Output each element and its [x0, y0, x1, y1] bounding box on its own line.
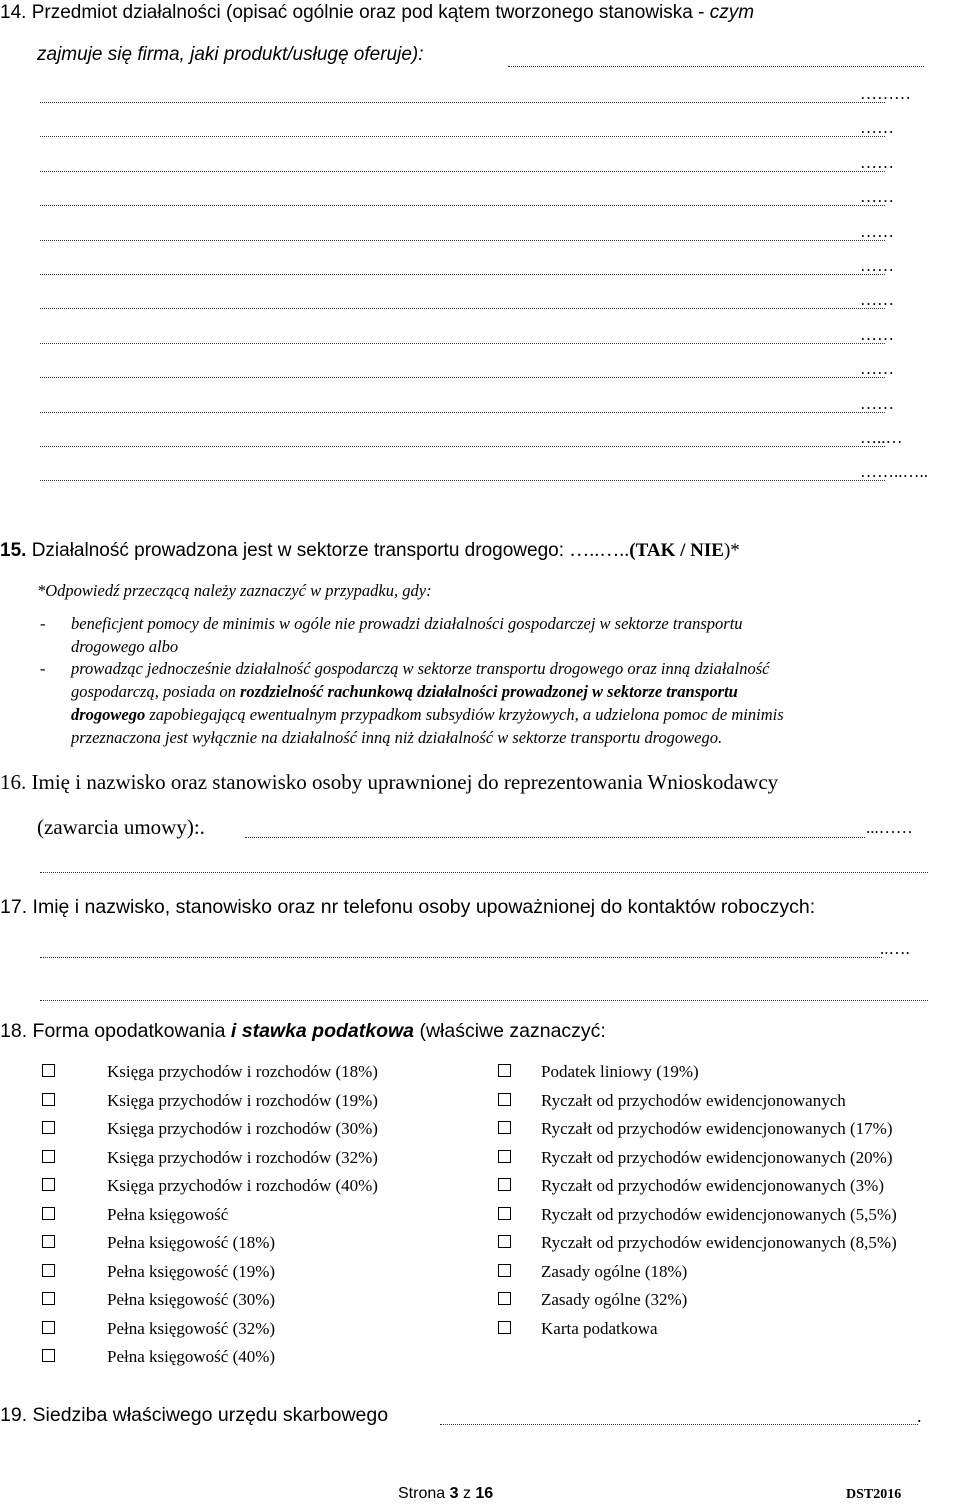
- doc-code: DST2016: [846, 1487, 902, 1502]
- fill-line-end: ……: [860, 256, 894, 275]
- fill-line[interactable]: [40, 343, 885, 344]
- fill-line[interactable]: [40, 136, 885, 137]
- fill-line[interactable]: [40, 480, 885, 481]
- section-15-heading: [0, 539, 740, 562]
- fill-line[interactable]: [40, 240, 885, 241]
- section-14-text: Przedmiot działalności (opisać ogólnie oraz pod kątem tworzonego stanowiska -: [26, 2, 710, 23]
- bullet-2-line3: [71, 704, 784, 727]
- fill-line[interactable]: [40, 412, 885, 413]
- option-label: Księga przychodów i rozchodów (30%): [107, 1119, 378, 1138]
- section-17-text: Imię i nazwisko, stanowisko oraz nr telefonu osoby upoważnionej do kontaktów roboczych:: [27, 896, 816, 918]
- checkbox[interactable]: [498, 1121, 511, 1134]
- checkbox[interactable]: [42, 1178, 55, 1191]
- section-14-heading: [0, 2, 754, 24]
- section-15-text: Działalność prowadzona jest w sektorze transportu drogowego:: [26, 540, 570, 561]
- option-label: Zasady ogólne (18%): [541, 1262, 688, 1281]
- option-label: Pełna księgowość (30%): [107, 1290, 276, 1309]
- option-label: Księga przychodów i rozchodów (19%): [107, 1091, 378, 1110]
- page-sep: z: [458, 1485, 476, 1502]
- fill-line-end: ……: [860, 290, 894, 309]
- section-number: 17.: [0, 896, 28, 918]
- section-14-italic: czym: [709, 2, 755, 23]
- option-label: Karta podatkowa: [541, 1319, 658, 1338]
- checkbox[interactable]: [42, 1349, 55, 1362]
- fill-line-end: ………: [860, 84, 911, 103]
- fill-line-end: ……: [860, 222, 894, 241]
- bullet-2-line2-bold: rozdzielność rachunkową działalności prowadzonej w sektorze transportu: [239, 682, 738, 701]
- bullet-2-line1: prowadząc jednocześnie działalność gospodarczą w sektorze transportu drogowego oraz inną działalność: [71, 659, 770, 678]
- option-label: Księga przychodów i rozchodów (40%): [107, 1176, 378, 1195]
- section-18-text-end: (właściwe zaznaczyć:: [414, 1020, 606, 1042]
- fill-line[interactable]: [40, 308, 885, 309]
- section-19-text: Siedziba właściwego urzędu skarbowego: [27, 1404, 389, 1426]
- page-current: 3: [449, 1485, 459, 1502]
- fill-line[interactable]: [40, 274, 885, 275]
- fill-line[interactable]: [508, 66, 924, 67]
- checkbox[interactable]: [498, 1264, 511, 1277]
- fill-line-end: ……: [860, 325, 894, 344]
- option-label: Pełna księgowość (18%): [107, 1233, 276, 1252]
- section-18-italic: i stawka podatkowa: [230, 1020, 415, 1042]
- fill-line-end: ……: [860, 394, 894, 413]
- option-label: Podatek liniowy (19%): [541, 1062, 699, 1081]
- option-label: Ryczałt od przychodów ewidencjonowanych (5,5%): [541, 1205, 897, 1224]
- option-label: Zasady ogólne (32%): [541, 1290, 688, 1309]
- fill-line-end: …..…: [860, 428, 903, 447]
- checkbox[interactable]: [42, 1235, 55, 1248]
- bullet-1-line2: drogowego albo: [71, 637, 179, 656]
- section-number: 15.: [0, 540, 27, 561]
- fill-line-end: .: [917, 1406, 922, 1426]
- section-18-text: Forma opodatkowania: [27, 1020, 231, 1042]
- section-15-dots[interactable]: …..…..: [569, 539, 630, 561]
- fill-line-end: ...……: [866, 818, 913, 837]
- bullet-2-line4: przeznaczona jest wyłącznie na działalność inną niż działalność w sektorze transportu drogowego.: [71, 728, 723, 747]
- option-label: Pełna księgowość (19%): [107, 1262, 276, 1281]
- section-number: 18.: [0, 1020, 28, 1042]
- checkbox[interactable]: [42, 1264, 55, 1277]
- checkbox[interactable]: [498, 1178, 511, 1191]
- bullet-1-line1: beneficjent pomocy de minimis w ogóle nie prowadzi działalności gospodarczej w sektorze transportu: [71, 614, 743, 633]
- fill-line-end: ..….: [880, 939, 910, 958]
- checkbox[interactable]: [498, 1207, 511, 1220]
- fill-line[interactable]: [245, 837, 865, 838]
- bullet-dash: -: [40, 659, 46, 678]
- checkbox[interactable]: [42, 1093, 55, 1106]
- checkbox[interactable]: [498, 1093, 511, 1106]
- option-label: Pełna księgowość (40%): [107, 1347, 276, 1366]
- fill-line[interactable]: [40, 171, 885, 172]
- option-label: Pełna księgowość: [107, 1205, 229, 1224]
- checkbox[interactable]: [42, 1121, 55, 1134]
- checkbox[interactable]: [42, 1064, 55, 1077]
- fill-line-end: ……..…..: [860, 462, 928, 481]
- option-label: Księga przychodów i rozchodów (18%): [107, 1062, 378, 1081]
- bullet-dash: -: [40, 614, 46, 633]
- page-total: 16: [475, 1485, 494, 1502]
- tak-nie-choice: (TAK / NIE: [629, 540, 724, 561]
- tak-nie-close: )*: [723, 540, 740, 561]
- fill-line[interactable]: [40, 446, 885, 447]
- option-label: Pełna księgowość (32%): [107, 1319, 276, 1338]
- checkbox[interactable]: [42, 1150, 55, 1163]
- option-label: Ryczałt od przychodów ewidencjonowanych: [541, 1091, 846, 1110]
- bullet-2-line2: [71, 681, 738, 704]
- fill-line[interactable]: [40, 1000, 928, 1001]
- fill-line[interactable]: [40, 377, 885, 378]
- page-prefix: Strona: [398, 1485, 450, 1502]
- fill-line-end: ……: [860, 118, 894, 137]
- checkbox[interactable]: [498, 1150, 511, 1163]
- checkbox[interactable]: [498, 1235, 511, 1248]
- checkbox[interactable]: [498, 1292, 511, 1305]
- section-18-heading: [0, 1020, 606, 1043]
- section-15-note: *Odpowiedź przeczącą należy zaznaczyć w przypadku, gdy:: [37, 581, 432, 600]
- checkbox[interactable]: [42, 1207, 55, 1220]
- option-label: Ryczałt od przychodów ewidencjonowanych (17%): [541, 1119, 893, 1138]
- section-number: 14.: [0, 2, 27, 23]
- option-label: Ryczałt od przychodów ewidencjonowanych (20%): [541, 1148, 893, 1167]
- option-label: Księga przychodów i rozchodów (32%): [107, 1148, 378, 1167]
- fill-line[interactable]: [40, 957, 882, 958]
- option-label: Ryczałt od przychodów ewidencjonowanych (8,5%): [541, 1233, 897, 1252]
- option-label: Ryczałt od przychodów ewidencjonowanych (3%): [541, 1176, 884, 1195]
- section-14-line2: zajmuje się firma, jaki produkt/usługę oferuje):: [37, 44, 424, 65]
- section-19-heading: [0, 1404, 388, 1427]
- section-number: 19.: [0, 1404, 28, 1426]
- page-number: [398, 1485, 493, 1503]
- section-17-heading: [0, 896, 815, 919]
- checkbox[interactable]: [42, 1321, 55, 1334]
- fill-line-end: ……: [860, 187, 894, 206]
- fill-line-end: ……: [860, 153, 894, 172]
- fill-line[interactable]: [40, 102, 885, 103]
- section-16-line2: (zawarcia umowy):.: [37, 815, 205, 839]
- fill-line[interactable]: [40, 205, 885, 206]
- section-16-heading: [0, 770, 778, 795]
- bullet-2-line3-bold: drogowego: [71, 705, 146, 724]
- bullet-2-line2-a: gospodarczą, posiada on: [71, 682, 240, 701]
- fill-line[interactable]: [440, 1424, 918, 1425]
- checkbox[interactable]: [498, 1064, 511, 1077]
- checkbox[interactable]: [498, 1321, 511, 1334]
- checkbox[interactable]: [42, 1292, 55, 1305]
- fill-line-end: ……: [860, 359, 894, 378]
- bullet-2-line3-b: zapobiegającą ewentualnym przypadkom subsydiów krzyżowych, a udzielona pomoc de minimis: [145, 705, 784, 724]
- section-16-text: Imię i nazwisko oraz stanowisko osoby uprawnionej do reprezentowania Wnioskodawcy: [26, 770, 779, 794]
- fill-line[interactable]: [40, 872, 928, 873]
- section-number: 16.: [0, 770, 27, 794]
